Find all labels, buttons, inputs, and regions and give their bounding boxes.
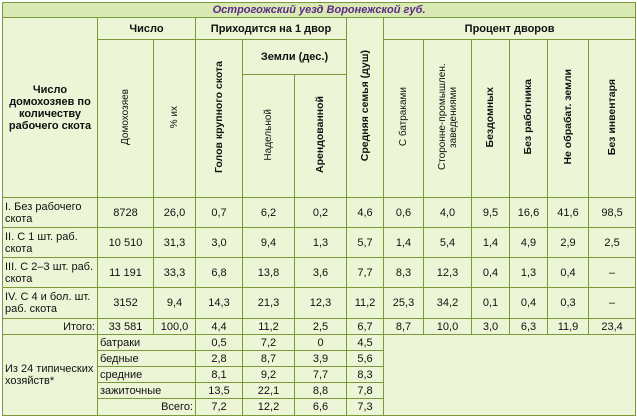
bezdomnykh-header: Бездомных bbox=[472, 40, 510, 198]
cell-ne-obr: 0,4 bbox=[548, 258, 589, 288]
cell-golov: 7,2 bbox=[196, 399, 243, 416]
cell-golov: 2,8 bbox=[196, 351, 243, 367]
cell-ne-obr: 11,9 bbox=[548, 319, 589, 335]
table-row bbox=[3, 288, 636, 319]
cell-batraki: 0,6 bbox=[384, 198, 424, 228]
cell-bezdom: 0,1 bbox=[472, 288, 510, 319]
cell-storon: 34,2 bbox=[424, 288, 472, 319]
cell-bez-rab: 0,4 bbox=[510, 288, 548, 319]
cell-semya: 4,5 bbox=[347, 335, 384, 351]
cell-batraki: 8,7 bbox=[384, 319, 424, 335]
domokhozyaev-header: Домохозяев bbox=[98, 40, 154, 198]
row-label-header: Число домохозяев по количеству рабочего скота bbox=[3, 18, 98, 198]
cell-percent: 26,0 bbox=[154, 198, 196, 228]
cell-batraki: 1,4 bbox=[384, 228, 424, 258]
cell-golov: 3,0 bbox=[196, 228, 243, 258]
cell-nadelnoy: 13,8 bbox=[243, 258, 295, 288]
table-row bbox=[3, 198, 636, 228]
cell-bezdom: 0,4 bbox=[472, 258, 510, 288]
cell-golov: 0,7 bbox=[196, 198, 243, 228]
cell-semya: 7,8 bbox=[347, 383, 384, 399]
row-label: III. С 2–3 шт. раб. скота bbox=[3, 258, 98, 288]
typical-row-label: зажиточные bbox=[98, 383, 196, 399]
cell-semya: 4,6 bbox=[347, 198, 384, 228]
cell-golov: 8,1 bbox=[196, 367, 243, 383]
cell-golov: 0,5 bbox=[196, 335, 243, 351]
cell-arend: 0 bbox=[295, 335, 347, 351]
cell-bezdom: 9,5 bbox=[472, 198, 510, 228]
cell-bez-rab: 4,9 bbox=[510, 228, 548, 258]
cell-domokhozyaev: 11 191 bbox=[98, 258, 154, 288]
table-row bbox=[3, 258, 636, 288]
typical-label: Из 24 типических хозяйств* bbox=[3, 335, 98, 416]
cell-bez-inv: – bbox=[589, 258, 636, 288]
cell-batraki: 25,3 bbox=[384, 288, 424, 319]
nadelnoy-header: Надельной bbox=[243, 75, 295, 198]
cell-bez-rab: 6,3 bbox=[510, 319, 548, 335]
cell-bez-inv: – bbox=[589, 288, 636, 319]
cell-nadelnoy: 7,2 bbox=[243, 335, 295, 351]
cell-semya: 5,7 bbox=[347, 228, 384, 258]
procent-dvorov-header: Процент дворов bbox=[384, 18, 636, 40]
cell-bez-rab: 1,3 bbox=[510, 258, 548, 288]
cell-nadelnoy: 12,2 bbox=[243, 399, 295, 416]
cell-storon: 4,0 bbox=[424, 198, 472, 228]
bez-rabotnika-header: Без работника bbox=[510, 40, 548, 198]
cell-nadelnoy: 6,2 bbox=[243, 198, 295, 228]
typical-row-label: средние bbox=[98, 367, 196, 383]
cell-arend: 7,7 bbox=[295, 367, 347, 383]
cell-arend: 1,3 bbox=[295, 228, 347, 258]
cell-storon: 10,0 bbox=[424, 319, 472, 335]
ne-obrabat-header: Не обрабат. земли bbox=[548, 40, 589, 198]
bez-inventarya-header: Без инвентаря bbox=[589, 40, 636, 198]
cell-domokhozyaev: 3152 bbox=[98, 288, 154, 319]
cell-storon: 12,3 bbox=[424, 258, 472, 288]
statistics-table-container bbox=[2, 2, 635, 413]
cell-semya: 7,3 bbox=[347, 399, 384, 416]
s-batrakami-header: С батраками bbox=[384, 40, 424, 198]
statistics-table bbox=[2, 2, 636, 416]
cell-domokhozyaev: 10 510 bbox=[98, 228, 154, 258]
cell-nadelnoy: 11,2 bbox=[243, 319, 295, 335]
cell-bez-rab: 16,6 bbox=[510, 198, 548, 228]
cell-semya: 8,3 bbox=[347, 367, 384, 383]
cell-bez-inv: 98,5 bbox=[589, 198, 636, 228]
cell-nadelnoy: 21,3 bbox=[243, 288, 295, 319]
arendovannoy-header: Арендованной bbox=[295, 75, 347, 198]
srednyaya-semya-header: Средняя семья (душ) bbox=[347, 18, 384, 198]
cell-domokhozyaev: 8728 bbox=[98, 198, 154, 228]
chislo-header: Число bbox=[98, 18, 196, 40]
cell-batraki: 8,3 bbox=[384, 258, 424, 288]
row-label: II. С 1 шт. раб. скота bbox=[3, 228, 98, 258]
prikhoditsya-header: Приходится на 1 двор bbox=[196, 18, 347, 40]
cell-semya: 5,6 bbox=[347, 351, 384, 367]
cell-percent: 9,4 bbox=[154, 288, 196, 319]
cell-arend: 6,6 bbox=[295, 399, 347, 416]
cell-golov: 6,8 bbox=[196, 258, 243, 288]
cell-arend: 12,3 bbox=[295, 288, 347, 319]
cell-domokhozyaev: 33 581 bbox=[98, 319, 154, 335]
cell-percent: 100,0 bbox=[154, 319, 196, 335]
row-label: I. Без рабочего скота bbox=[3, 198, 98, 228]
itogo-row bbox=[3, 319, 636, 335]
typical-row-label: бедные bbox=[98, 351, 196, 367]
cell-semya: 11,2 bbox=[347, 288, 384, 319]
cell-arend: 3,6 bbox=[295, 258, 347, 288]
cell-semya: 7,7 bbox=[347, 258, 384, 288]
itogo-label: Итого: bbox=[3, 319, 98, 335]
cell-arend: 0,2 bbox=[295, 198, 347, 228]
table-row bbox=[3, 228, 636, 258]
cell-bez-inv: 2,5 bbox=[589, 228, 636, 258]
cell-arend: 3,9 bbox=[295, 351, 347, 367]
cell-ne-obr: 0,3 bbox=[548, 288, 589, 319]
cell-nadelnoy: 9,2 bbox=[243, 367, 295, 383]
zemli-header: Земли (дес.) bbox=[243, 40, 347, 75]
row-label: IV. С 4 и бол. шт. раб. скота bbox=[3, 288, 98, 319]
cell-nadelnoy: 22,1 bbox=[243, 383, 295, 399]
storonnie-header: Сторонне-промышлен. заведениями bbox=[424, 40, 472, 198]
vsego-label: Всего: bbox=[98, 399, 196, 416]
cell-golov: 14,3 bbox=[196, 288, 243, 319]
cell-bezdom: 1,4 bbox=[472, 228, 510, 258]
golov-header: Голов крупного скота bbox=[196, 40, 243, 198]
cell-bez-inv: 23,4 bbox=[589, 319, 636, 335]
cell-semya: 6,7 bbox=[347, 319, 384, 335]
typical-row bbox=[3, 335, 636, 351]
cell-golov: 13,5 bbox=[196, 383, 243, 399]
cell-arend: 8,8 bbox=[295, 383, 347, 399]
cell-arend: 2,5 bbox=[295, 319, 347, 335]
cell-ne-obr: 2,9 bbox=[548, 228, 589, 258]
cell-bezdom: 3,0 bbox=[472, 319, 510, 335]
empty-block bbox=[384, 335, 636, 416]
cell-ne-obr: 41,6 bbox=[548, 198, 589, 228]
typical-row-label: батраки bbox=[98, 335, 196, 351]
cell-nadelnoy: 9,4 bbox=[243, 228, 295, 258]
cell-storon: 5,4 bbox=[424, 228, 472, 258]
cell-percent: 31,3 bbox=[154, 228, 196, 258]
cell-nadelnoy: 8,7 bbox=[243, 351, 295, 367]
percent-header: % их bbox=[154, 40, 196, 198]
cell-percent: 33,3 bbox=[154, 258, 196, 288]
cell-golov: 4,4 bbox=[196, 319, 243, 335]
table-title: Острогожский уезд Воронежской губ. bbox=[3, 3, 636, 18]
